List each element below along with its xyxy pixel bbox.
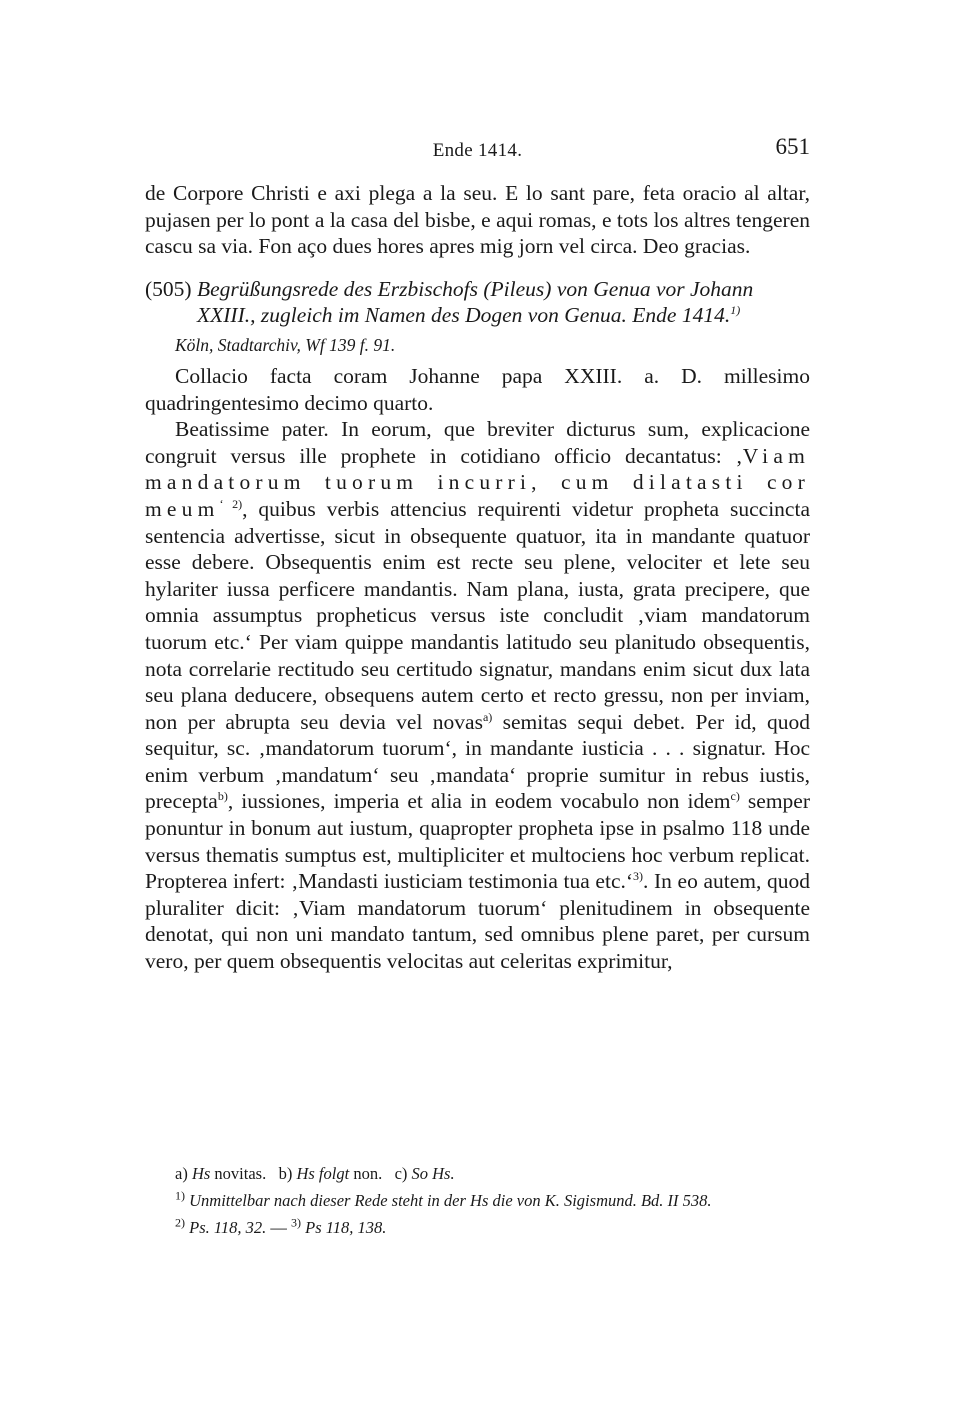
footnote-text-3: Ps 118, 138. — [305, 1218, 387, 1237]
text-segment: , iussiones, imperia et alia in eodem vocabulo non idem — [227, 789, 731, 814]
footnote-ref-a: a) — [482, 709, 493, 724]
page-header — [145, 134, 810, 168]
quoted-verse: Viam mandatorum tuorum incurri, cum dilatasti cor meum — [145, 443, 810, 521]
footnote-dash: — — [266, 1218, 292, 1237]
footnote-ref-3: 3) — [633, 869, 644, 884]
footnote-2-3 — [145, 1216, 810, 1239]
footnote-label-c: c) — [394, 1164, 408, 1183]
footnote-label-b: b) — [278, 1164, 293, 1183]
text-segment: Beatissime pater. In eorum, que breviter dicturus sum, explicacione congruit versus ille prophete in cotidiano officio decantatus: ‚ — [145, 417, 810, 468]
text-segment: , quibus verbis attencius requirenti videtur propheta succincta sentencia advertisse, sicut in obsequente quatuor, ita in mandante quatuor esse debere. Obsequentis enim est recte seu plene, velociter et lete seu hylariter iussa perficere mandantis. Nam plana, iusta, grata precipere, que omnia assumptus propheticus versus iste concludit ‚viam mandatorum tuorum etc.‘ Per viam quippe mandantis latitudo seu planitudo obsequentis, nota correlarie rectitudo seu certitudo signatur, mandans enim sicut dux lata seu plana deducere, obsequens autem certo et recto gressu, non per inviam, non per abrupta seu devia vel novas — [145, 496, 810, 734]
footnote-ref-b: b) — [217, 789, 228, 804]
footnote-label-a: a) — [175, 1164, 188, 1183]
footnote-ref-1: 1) — [730, 303, 741, 318]
running-head: Ende 1414. — [432, 140, 523, 161]
footnote-text-2: Ps. 118, 32. — [189, 1218, 267, 1237]
footnote-label-2: 2) — [175, 1215, 185, 1230]
text-segment: . In eo autem, quod pluraliter dicit: ‚Viam mandatorum tuorum‘ plenitudinem in obsequente denotat, qui non uni mandato tantum, sed omnibus plene paret, per cursum vero, per quem obsequentis velocitas aut celeritas exprimitur, — [145, 869, 810, 974]
footnote-label-3: 3) — [291, 1215, 302, 1230]
footnote-ref-c: c) — [730, 789, 740, 804]
text-segment: semper ponuntur in bonum aut iustum, quapropter propheta ipse in psalmo 118 unde versus thematis sumptus est, multipliciter et multociens hoc verbum replicat. Propterea infert: ‚Mandasti iusticiam testimonia tua etc.‘ — [145, 789, 811, 894]
document-heading — [145, 276, 810, 329]
paragraph-main — [145, 416, 810, 974]
footnote-text-b-word: non. — [349, 1164, 383, 1183]
footnote-line-letters — [145, 1162, 810, 1185]
document-title: Begrüßungsrede des Erzbischofs (Pileus) von Genua vor Johann XXIII., zugleich im Namen des Dogen von Genua. Ende 1414. — [196, 276, 754, 328]
paragraph-continuation: de Corpore Christi e axi plega a la seu. E lo sant pare, feta oracio al altar, pujasen per lo pont a la casa del bisbe, e aqui romas, e tots los altres tengeren cascu sa via. Fon aço dues hores apres mig jorn vel circa. Deo gracias. — [145, 181, 810, 259]
footnote-text-b: Hs folgt — [296, 1164, 350, 1183]
main-text — [145, 180, 810, 975]
paragraph-collacio: Collacio facta coram Johanne papa XXIII. a. D. millesimo quadringentesimo decimo quarto. — [145, 363, 810, 415]
footnote-text-a-hs: Hs — [191, 1164, 211, 1183]
footnotes — [145, 1162, 810, 1243]
footnote-text-c: So Hs. — [411, 1164, 455, 1183]
document-number: (505) — [145, 276, 192, 301]
footnote-text-1: Unmittelbar nach dieser Rede steht in der Hs die von K. Sigismund. Bd. II 538. — [189, 1191, 712, 1210]
source-citation: Köln, Stadtarchiv, Wf 139 f. 91. — [175, 334, 396, 355]
footnote-label-1: 1) — [175, 1188, 185, 1203]
footnote-1 — [145, 1189, 810, 1212]
footnote-text-a: novitas. — [210, 1164, 267, 1183]
page-number: 651 — [775, 134, 810, 159]
text-segment: semitas sequi debet. Per id, quod sequitur, sc. ‚mandatorum tuorum‘, in mandante iusticia . . . signatur. Hoc enim verbum ‚mandatum‘ seu ‚mandata‘ proprie sumitur in rebus iustis, precepta — [145, 709, 810, 814]
footnote-ref-2: ‘ 2) — [219, 496, 243, 511]
